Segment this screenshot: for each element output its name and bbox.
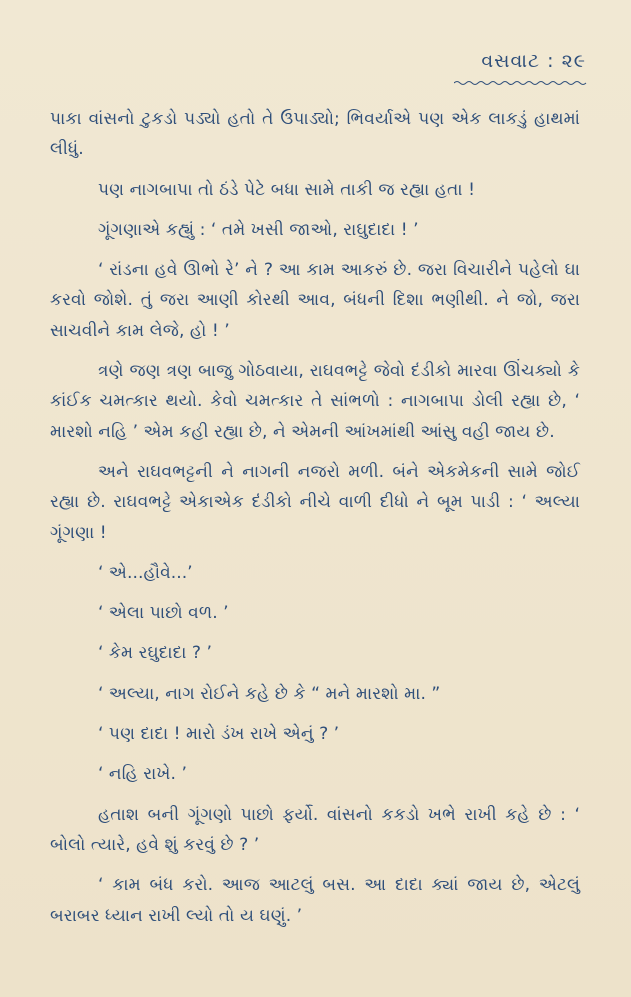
paragraph: અને રાઘવભટ્ટની ને નાગની નજરો મળી. બંને એકમેકની સામે જોઈ રહ્યા છે. રાઘવભટ્ટે એકાએક દંડીકો નીચે વાળી દીધો ને બૂમ પાડી : ‘ અલ્યા ગૂંગણા ! <box>50 461 580 543</box>
paragraph: હતાશ બની ગૂંગણો પાછો ફર્યો. વાંસનો કકડો ખભે રાખી કહે છે : ‘ બોલો ત્યારે, હવે શું કરવું છે ? ’ <box>50 804 580 855</box>
paragraph: ‘ અલ્યા, નાગ રોઈને કહે છે કે “ મને મારશો મા. ” <box>98 683 441 704</box>
paragraph: ગૂંગણાએ કહ્યું : ‘ તમે ખસી જાઓ, રાઘુદાદા ! ’ <box>98 219 419 240</box>
header-wavy-rule <box>454 80 589 86</box>
paragraph: ‘ નહિ રાખે. ’ <box>98 764 187 785</box>
paragraph: પણ નાગબાપા તો ઠંડે પેટે બધા સામે તાકી જ રહ્યા હતા ! <box>98 179 475 200</box>
paragraph: ‘ કેમ રઘુદાદા ? ’ <box>98 643 212 664</box>
paragraph: ‘ રાંડના હવે ઊભો રે’ ને ? આ કામ આકરું છે. જરા વિચારીને પહેલો ઘા કરવો જોશે. તું જરા આણી કોરથી આવ, બંધની દિશા ભણીથી. ને જો, જરા સાચવીને કામ લેજે, હો ! ’ <box>50 260 580 341</box>
page-body <box>50 104 580 941</box>
paragraph: ત્રણે જણ ત્રણ બાજુ ગોઠવાયા, રાઘવભટ્ટે જેવો દંડીકો મારવા ઊંચક્યો કે કાંઈક ચમત્કાર થયો. કેવો ચમત્કાર તે સાંભળો : નાગબાપા ડોલી રહ્યા છે, ‘ મારશો નહિ ’ એમ કહી રહ્યા છે, ને એમની આંખમાંથી આંસુ વહી જાય છે. <box>50 361 580 442</box>
paragraph: ‘ પણ દાદા ! મારો ડંખ રાખે એનું ? ’ <box>98 724 340 745</box>
paragraph: ‘ કામ બંધ કરો. આજ આટલું બસ. આ દાદા ક્યાં જાય છે, એટલું બરાબર ધ્યાન રાખી લ્યો તો ય ઘણું. ’ <box>50 875 580 926</box>
paragraph: પાકા વાંસનો ટુકડો પડ્યો હતો તે ઉપાડ્યો; ભિવર્યાએ પણ એક લાકડું હાથમાં લીધું. <box>50 109 580 160</box>
running-header: વસવાટ : ૨૯ <box>481 50 586 72</box>
paragraph: ‘ એલા પાછો વળ. ’ <box>98 603 229 624</box>
paragraph: ‘ એ...હૌવે...’ <box>98 562 193 583</box>
